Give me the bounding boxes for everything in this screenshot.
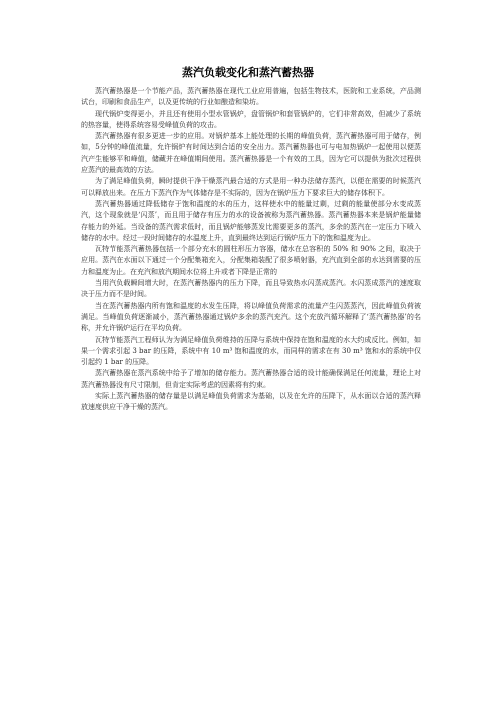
paragraph: 现代锅炉变得更小，并且还有使用小型水管锅炉，盘管锅炉和套管锅炉的，它们非常高效，但减少了系统的热容量，使得系统容易受峰值负荷的攻击。	[81, 109, 421, 129]
paragraph: 蒸汽蓄热器通过降低储存于饱和温度的水的压力，这样使水中的能量过剩，过剩的能量使部分水变成蒸汽，这个现象就是‘闪蒸’，而且用于储存有压力的水的设备被称为蒸汽蓄热器。蒸汽蓄热器本来是锅炉能量储存能力的外延。当设备的蒸汽需求低时，而且锅炉能够蒸发比需要更多的蒸汽，多余的蒸汽在一定压力下喷入储存的水中。经过一段时间储存的水温度上升，直到最终达到运行锅炉压力下的饱和温度为止。	[81, 199, 421, 242]
paragraph: 瓦特节能蒸汽蓄热器包括一个部分充水的圆柱形压力容器，储水在总容积的 50% 和 90% 之间，取决于应用。蒸汽在水面以下通过一个分配集箱充入，分配集箱装配了很多喷射器，充汽直到全部的水达到需要的压力和温度为止。在充汽和放汽期间水位将上升或者下降是正常的	[81, 245, 421, 276]
document-body	[81, 86, 421, 414]
document-title: 蒸汽负载变化和蒸汽蓄热器	[182, 66, 314, 79]
paragraph: 瓦特节能蒸汽工程师认为为满足峰值负荷维持的压降与系统中保持在饱和温度的水大约成反比。例如，如果一个需求引起 3 bar 的压降，系统中有 10 m³ 饱和温度的水，而同样的需求在有 30 m³ 饱和水的系统中仅引起约 1 bar 的压降。	[81, 335, 421, 367]
paragraph: 当用汽负载瞬间增大时，在蒸汽蓄热器内的压力下降，而且导致热水闪蒸成蒸汽。水闪蒸成蒸汽的速度取决于压力而不是时间。	[81, 279, 421, 299]
paragraph: 为了满足峰值负荷，瞬时提供干净干燥蒸汽最合适的方式是用一种办法储存蒸汽，以便在需要的时候蒸汽可以释放出来。在压力下蒸汽作为气体储存是不实际的，因为在锅炉压力下要求巨大的储存体积下。	[81, 177, 421, 197]
paragraph: 蒸汽蓄热器在蒸汽系统中给予了增加的储存能力。蒸汽蓄热器合适的设计能确保满足任何流量，理论上对蒸汽蓄热器没有尺寸限制，但肯定实际考虑的因素将有约束。	[81, 369, 421, 389]
paragraph: 实际上蒸汽蓄热器的储存量是以满足峰值负荷需求为基础，以及在允许的压降下，从水面以合适的蒸汽释放速度供应干净干燥的蒸汽。	[81, 392, 421, 412]
paragraph: 当在蒸汽蓄热器内所有饱和温度的水发生压降，将以峰值负荷需求的流量产生闪蒸蒸汽，因此峰值负荷被满足。当峰值负荷逐渐减小，蒸汽蓄热器通过锅炉多余的蒸汽充汽。这个充放汽循环解释了‘蒸汽蓄热器’的名称，并允许锅炉运行在平均负荷。	[81, 301, 421, 333]
paragraph: 蒸汽蓄热器有很多更进一步的应用。对锅炉基本上能处理的长期的峰值负荷，蒸汽蓄热器可用于储存，例如，5分钟的峰值流量，允许锅炉有时间达到合适的安全出力。蒸汽蓄热器也可与电加热锅炉一起使用以便蒸汽产生能够平和峰值，储藏并在峰值期间使用。蒸汽蓄热器是一个有效的工具，因为它可以提供为批次过程供应蒸汽的最高效的方法。	[81, 132, 421, 175]
paragraph: 蒸汽蓄热器是一个节能产品，蒸汽蓄热器在现代工业应用普遍，包括生物技术，医院和工业系统，产品测试台，印刷和食品生产，以及更传统的行业如酿造和染坊。	[81, 87, 421, 107]
